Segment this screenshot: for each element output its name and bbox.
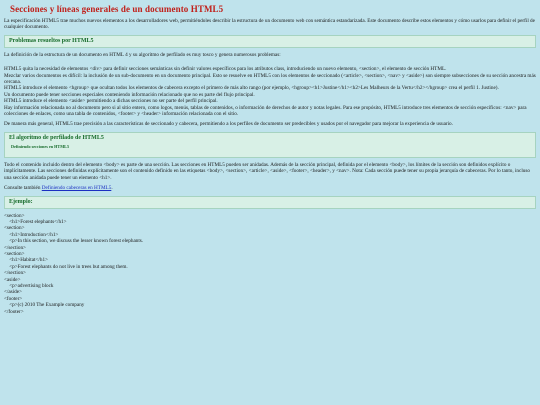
example-heading: Ejemplo: <box>9 198 33 205</box>
problem-line: HTML5 quita la necesidad de elementos <div> para definir secciones semánticas sin definir valores específicos para los atributos class, introduciendo un nuevo elemento, <section>, el elemento de sección HTML. <box>4 66 447 73</box>
intro-paragraph: La especificación HTML5 trae muchos nuevos elementos a los desarrolladores web, permitiéndoles describir la estructura de un documento web con semántica estandarizada. Este documento describe estos elementos y cómo usarlos para definir el perfil de cualquier documento. <box>4 18 535 31</box>
problem-line: HTML5 introduce el elemento <hgroup> que ocultan todos los elementos de cabecera excepto el primero de más alto rango (por ejemplo, <hgroup><h1>Justine</h1><h2>Les Malheurs de la Vertu</h2></hgroup> crea el perfil 1. Justine). <box>4 85 499 92</box>
consult-prefix: Consulte también <box>4 185 42 192</box>
problems-list <box>4 66 536 117</box>
subheading-defining-sections: Definiendo secciones en HTML5 <box>11 143 70 149</box>
example-code-block: <section> <h1>Forest elephants</h1> <section> <h1>Introduction</h1> <p>In this section, we discuss the lesser known forest elephants. </section> <section> <h1>Habitat</h1> <p>Forest elephants do not live in trees but among them. </section> <aside> <p>advertising block </aside> <footer> <p>(c) 2010 The Example company </footer> <box>4 212 144 315</box>
problem-line: Un documento puede tener secciones especiales conteniendo información relacionado que no es parte del flujo principal. <box>4 91 255 98</box>
problem-line: Hay información relacionada no al documento pero si al sitio entero, como logos, menús, tablas de contenidos, o información de derechos de autor y notas legales. Para ese propósito, HTML5 introduce tres elementos de sección específicos: <nav> para colecciones de enlaces, como una tabla de contenidos, <footer> y <header> información relacionada con el sitio. <box>4 104 527 118</box>
section-heading-box-algorithm <box>4 132 536 158</box>
example-heading-box <box>4 196 536 209</box>
problem-line: HTML5 introduce el elemento <aside> permitiendo a dichas secciones no ser parte del perfil principal. <box>4 98 218 105</box>
section-heading-problems: Problemas resueltos por HTML5 <box>9 37 94 44</box>
page-title: Secciones y líneas generales de un documento HTML5 <box>10 4 224 14</box>
defining-headings-link[interactable]: Definiendo cabeceras en HTML5 <box>41 185 112 192</box>
algorithm-paragraph: Todo el contenido incluido dentro del elemento <body> es parte de una sección. Las secciones en HTML5 pueden ser anidadas. Además de la sección principal, definida por el elemento <body>, los límites de la sección son definidos explícito o implícitamente. Las secciones definidas explícitamente son el contenido definido en las etiquetas <body>, <section>, <article>, <aside>, <footer>, <header>, y <nav>. Nota: Cada sección puede tener su propia jerarquía de cabeceras. Por lo tanto, incluso una sección anidada puede tener un elemento <h1>. <box>4 161 530 181</box>
section-heading-algorithm: El algoritmo de perfilado de HTML5 <box>9 134 104 141</box>
problems-conclusion: De manera más general, HTML5 trae precisión a las características de seccionado y cabecera, permitiendo a los perfiles de documento ser predecibles y usados por el navegador para mejorar la experiencia de usuario. <box>4 121 453 128</box>
consult-suffix: . <box>111 185 113 192</box>
consult-paragraph <box>4 185 536 191</box>
problems-intro: La definición de la estructura de un documento en HTML 4 y su algoritmo de perfilado es muy tosco y genera numerosos problemas: <box>4 51 281 58</box>
problem-line: Mezclar varios documentos es difícil: la inclusión de un sub-documento en un documento principal. Esto se resuelve en HTML5 con los elementos de seccionado (<article>, <section>, <nav> y <aside>) son siempre subsecciones de su sección ancestra más cercana. <box>4 72 536 86</box>
section-heading-box-problems <box>4 35 536 48</box>
